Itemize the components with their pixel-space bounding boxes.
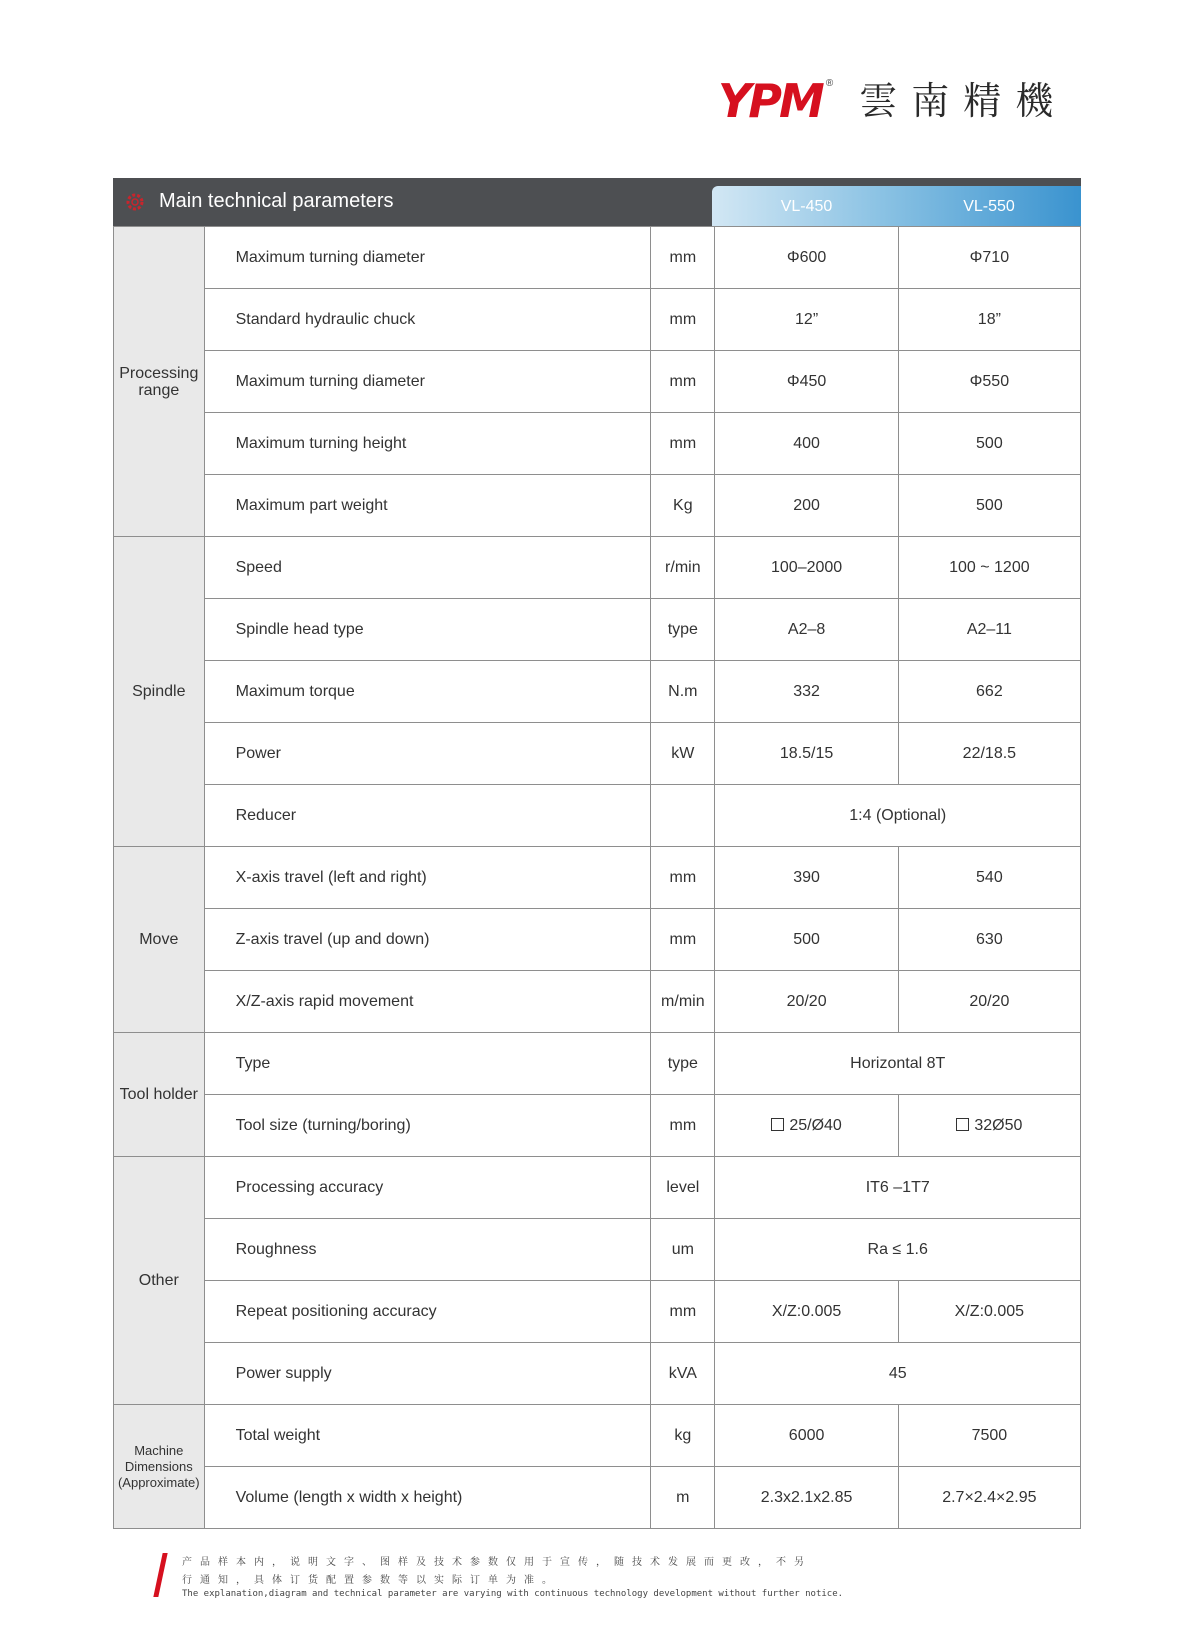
value-vl-550: Φ710 (898, 227, 1080, 289)
unit-cell: kVA (651, 1343, 715, 1405)
value-vl-450: A2–8 (715, 599, 898, 661)
value-shared: Horizontal 8T (715, 1033, 1081, 1095)
value-vl-550: 7500 (898, 1405, 1080, 1467)
param-label: Maximum torque (204, 661, 651, 723)
param-label: Power supply (204, 1343, 651, 1405)
table-row (114, 1095, 1081, 1157)
value-vl-450: 500 (715, 909, 898, 971)
group-tool-holder: Tool holder (114, 1033, 205, 1157)
unit-cell: mm (651, 1281, 715, 1343)
value-vl-450: Φ600 (715, 227, 898, 289)
gear-icon (125, 192, 145, 212)
unit-cell: um (651, 1219, 715, 1281)
spec-table (113, 226, 1081, 1529)
table-row (114, 661, 1081, 723)
value-shared: Ra ≤ 1.6 (715, 1219, 1081, 1281)
param-label: Tool size (turning/boring) (204, 1095, 651, 1157)
param-label: Maximum turning diameter (204, 227, 651, 289)
param-label: Z-axis travel (up and down) (204, 909, 651, 971)
unit-cell: kW (651, 723, 715, 785)
spec-header (113, 178, 1081, 226)
table-row (114, 351, 1081, 413)
unit-cell: mm (651, 847, 715, 909)
unit-cell: type (651, 1033, 715, 1095)
table-row (114, 1405, 1081, 1467)
value-vl-550: 540 (898, 847, 1080, 909)
value-shared: 1:4 (Optional) (715, 785, 1081, 847)
unit-cell: kg (651, 1405, 715, 1467)
value-vl-550: 22/18.5 (898, 723, 1080, 785)
unit-cell: level (651, 1157, 715, 1219)
unit-cell: r/min (651, 537, 715, 599)
group-machine-dimensions: Machine Dimensions (Approximate) (114, 1405, 205, 1529)
table-row (114, 909, 1081, 971)
tool-size-vl-550: 32Ø50 (974, 1116, 1023, 1134)
disclaimer-cn-line-1: 产品样本内，说明文字、图样及技术参数仅用于宣传，随技术发展而更改，不另 (182, 1557, 812, 1568)
table-row (114, 971, 1081, 1033)
value-shared: IT6 –1T7 (715, 1157, 1081, 1219)
table-row (114, 1033, 1081, 1095)
unit-cell (651, 785, 715, 847)
value-vl-550: 100 ~ 1200 (898, 537, 1080, 599)
param-label: Maximum turning height (204, 413, 651, 475)
param-label: Repeat positioning accuracy (204, 1281, 651, 1343)
value-vl-550: 2.7×2.4×2.95 (898, 1467, 1080, 1529)
param-label: Processing accuracy (204, 1157, 651, 1219)
value-vl-550: 500 (898, 413, 1080, 475)
param-label: Power (204, 723, 651, 785)
param-label: X-axis travel (left and right) (204, 847, 651, 909)
table-row (114, 1157, 1081, 1219)
param-label: Standard hydraulic chuck (204, 289, 651, 351)
unit-cell: Kg (651, 475, 715, 537)
group-move: Move (114, 847, 205, 1033)
unit-cell: type (651, 599, 715, 661)
brand-chinese-name: 雲南精機 (859, 79, 1068, 123)
group-spindle: Spindle (114, 537, 205, 847)
param-label: X/Z-axis rapid movement (204, 971, 651, 1033)
param-label: Speed (204, 537, 651, 599)
param-label: Volume (length x width x height) (204, 1467, 651, 1529)
table-row (114, 1467, 1081, 1529)
value-vl-450: 100–2000 (715, 537, 898, 599)
table-row (114, 1219, 1081, 1281)
disclaimer-cn-line-2: 行通知，具体订货配置参数等以实际订单为准。 (182, 1575, 560, 1586)
table-row (114, 475, 1081, 537)
value-vl-550 (898, 1095, 1080, 1157)
value-vl-450: 12” (715, 289, 898, 351)
unit-cell: N.m (651, 661, 715, 723)
table-row (114, 785, 1081, 847)
param-label: Type (204, 1033, 651, 1095)
value-vl-450: 2.3x2.1x2.85 (715, 1467, 898, 1529)
param-label: Maximum turning diameter (204, 351, 651, 413)
unit-cell: m/min (651, 971, 715, 1033)
value-vl-550: 20/20 (898, 971, 1080, 1033)
model-vl-450: VL-450 (780, 198, 833, 215)
table-row (114, 413, 1081, 475)
value-vl-450: 200 (715, 475, 898, 537)
table-row (114, 847, 1081, 909)
group-processing-range: Processing range (114, 227, 205, 537)
value-vl-450: 332 (715, 661, 898, 723)
value-vl-450: 400 (715, 413, 898, 475)
unit-cell: mm (651, 413, 715, 475)
table-row (114, 227, 1081, 289)
tool-size-vl-450: 25/Ø40 (789, 1116, 842, 1134)
param-label: Total weight (204, 1405, 651, 1467)
value-vl-450: 390 (715, 847, 898, 909)
red-slash-mark (153, 1553, 167, 1597)
value-vl-550: 662 (898, 661, 1080, 723)
value-shared: 45 (715, 1343, 1081, 1405)
table-row (114, 599, 1081, 661)
value-vl-550: 18” (898, 289, 1080, 351)
brand-mark: YPM (718, 74, 822, 128)
unit-cell: m (651, 1467, 715, 1529)
value-vl-450: 18.5/15 (715, 723, 898, 785)
value-vl-450: 20/20 (715, 971, 898, 1033)
value-vl-550: Φ550 (898, 351, 1080, 413)
model-vl-550: VL-550 (963, 198, 1015, 215)
unit-cell: mm (651, 909, 715, 971)
group-other: Other (114, 1157, 205, 1405)
unit-cell: mm (651, 227, 715, 289)
unit-cell: mm (651, 1095, 715, 1157)
value-vl-450: 6000 (715, 1405, 898, 1467)
value-vl-550: A2–11 (898, 599, 1080, 661)
param-label: Reducer (204, 785, 651, 847)
table-row (114, 537, 1081, 599)
square-icon (771, 1118, 784, 1131)
value-vl-550: 500 (898, 475, 1080, 537)
param-label: Maximum part weight (204, 475, 651, 537)
value-vl-550: X/Z:0.005 (898, 1281, 1080, 1343)
value-vl-450 (715, 1095, 898, 1157)
value-vl-450: Φ450 (715, 351, 898, 413)
brand-logo (718, 76, 1067, 126)
table-row (114, 723, 1081, 785)
disclaimer-en-line: The explanation,diagram and technical parameter are varying with continuous technology development without further notice. (182, 1589, 844, 1599)
unit-cell: mm (651, 351, 715, 413)
section-title: Main technical parameters (159, 190, 394, 212)
param-label: Spindle head type (204, 599, 651, 661)
value-vl-550: 630 (898, 909, 1080, 971)
table-row (114, 1281, 1081, 1343)
table-row (114, 289, 1081, 351)
table-row (114, 1343, 1081, 1405)
value-vl-450: X/Z:0.005 (715, 1281, 898, 1343)
param-label: Roughness (204, 1219, 651, 1281)
spec-sheet (113, 178, 1081, 1529)
registered-mark: ® (825, 78, 834, 89)
square-icon (956, 1118, 969, 1131)
unit-cell: mm (651, 289, 715, 351)
